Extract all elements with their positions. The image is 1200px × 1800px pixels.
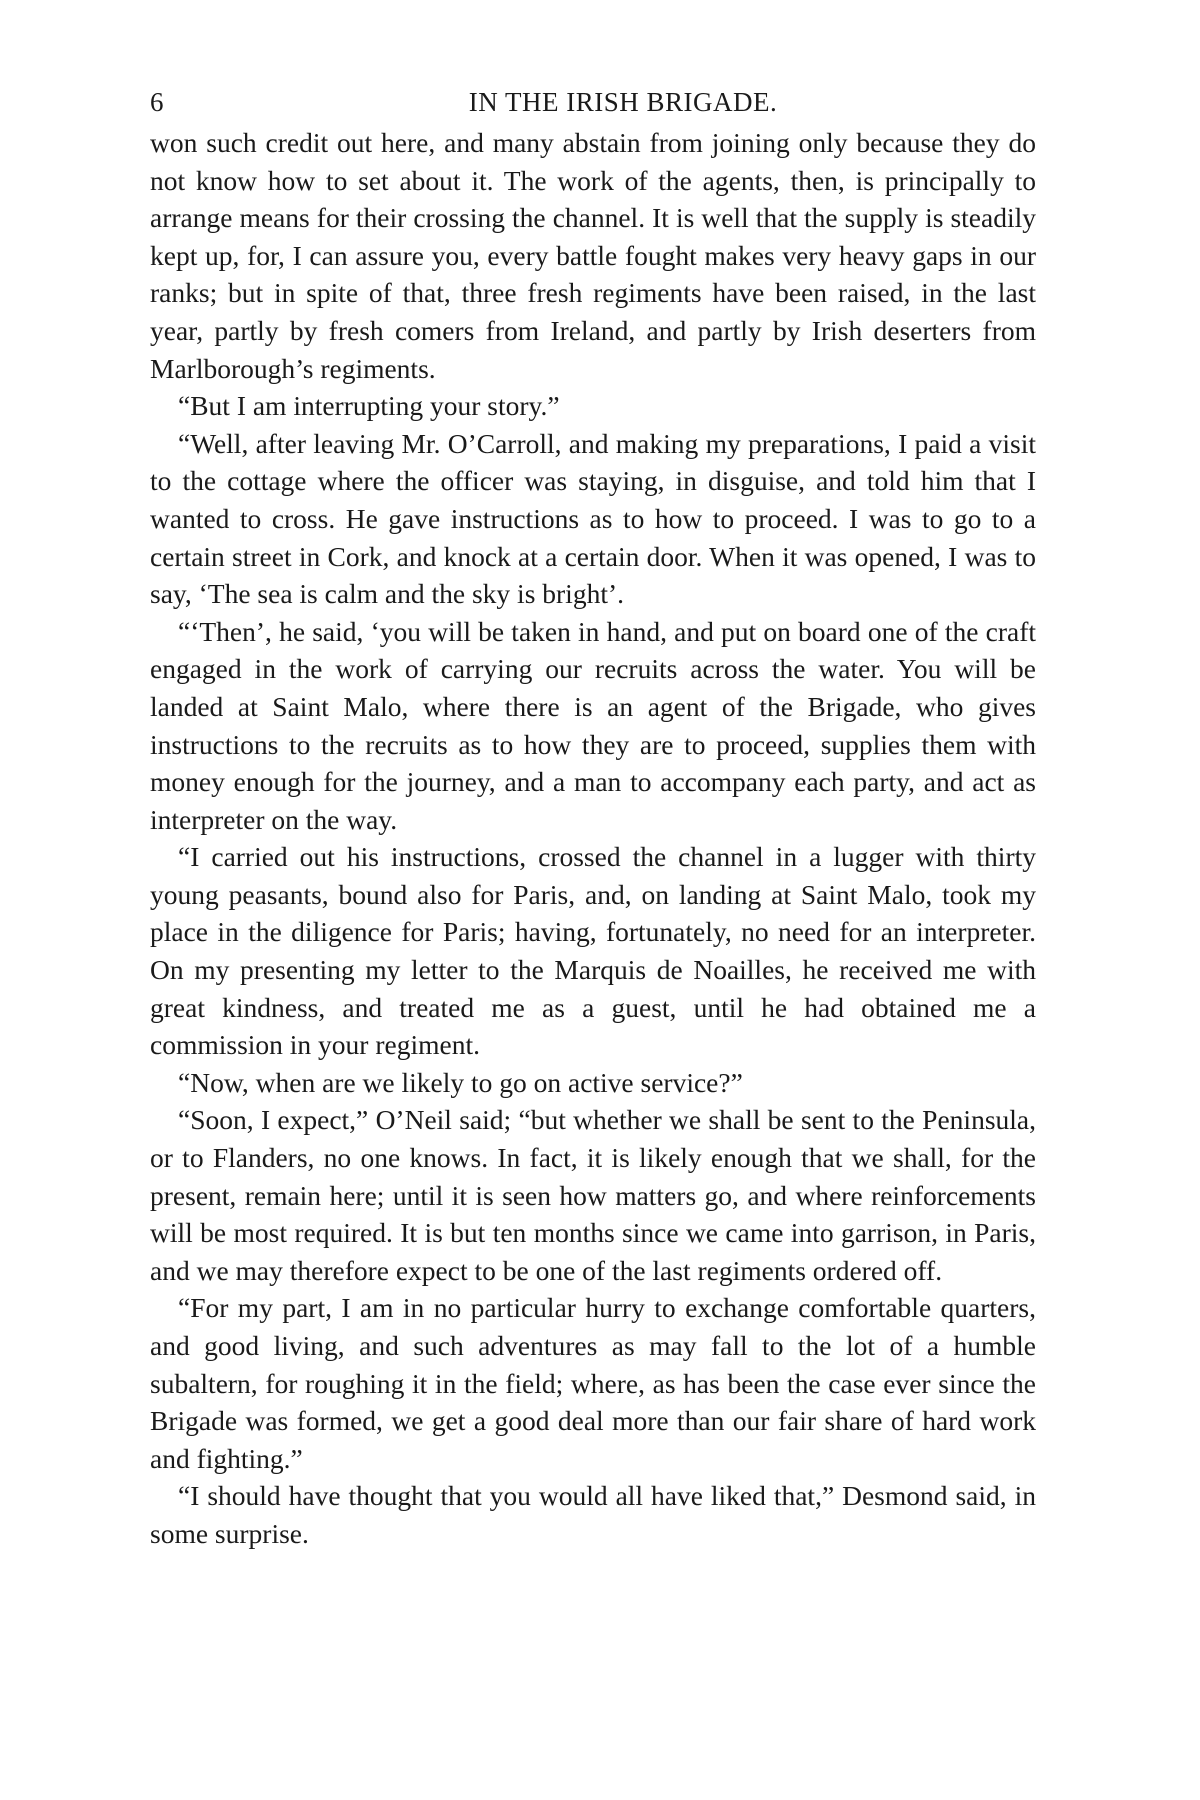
book-page (150, 80, 1036, 1553)
running-head (150, 80, 1036, 124)
paragraph: “Soon, I expect,” O’Neil said; “but whether we shall be sent to the Peninsula, or to Flanders, no one knows. In fact, it is likely enough that we shall, for the present, remain here; until it is seen how matters go, and where reinforcements will be most required. It is but ten months since we came into garrison, in Paris, and we may therefore expect to be one of the last regiments ordered off. (150, 1104, 1036, 1286)
body-text (150, 124, 1036, 1553)
paragraph: won such credit out here, and many abstain from joining only because they do not know how to set about it. The work of the agents, then, is principally to arrange means for their crossing the channel. It is well that the supply is steadily kept up, for, I can assure you, every battle fought makes very heavy gaps in our ranks; but in spite of that, three fresh regiments have been raised, in the last year, partly by fresh comers from Ireland, and partly by Irish deserters from Marlborough’s regiments. (150, 127, 1036, 384)
paragraph: “But I am interrupting your story.” (178, 390, 560, 422)
paragraph: “Well, after leaving Mr. O’Carroll, and making my preparations, I paid a visit to the cottage where the officer was staying, in disguise, and told him that I wanted to cross. He gave instructions as to how to proceed. I was to go to a certain street in Cork, and knock at a certain door. When it was opened, I was to say, ‘The sea is calm and the sky is bright’. (150, 427, 1036, 610)
running-title: IN THE IRISH BRIGADE. (468, 87, 778, 117)
paragraph: “I carried out his instructions, crossed the channel in a lugger with thirty young peasants, bound also for Paris, and, on landing at Saint Malo, took my place in the diligence for Paris; having, fortunately, no need for an interpreter. On my presenting my letter to the Marquis de Noailles, he received me with great kindness, and treated me as a guest, until he had obtained me a commission in your regiment. (150, 841, 1036, 1061)
paragraph: “‘Then’, he said, ‘you will be taken in hand, and put on board one of the craft engaged in the work of carrying our recruits across the water. You will be landed at Saint Malo, where there is an agent of the Brigade, who gives instructions to the recruits as to how they are to proceed, supplies them with money enough for the journey, and a man to accompany each party, and act as interpreter on the way. (150, 615, 1036, 835)
paragraph: “For my part, I am in no particular hurry to exchange comfortable quarters, and good living, and such adventures as may fall to the lot of a humble subaltern, for roughing it in the field; where, as has been the case ever since the Brigade was formed, we get a good deal more than our fair share of hard work and fighting.” (150, 1292, 1036, 1474)
page-number: 6 (150, 87, 164, 117)
paragraph: “I should have thought that you would all have liked that,” Desmond said, in some surprise. (150, 1480, 1036, 1549)
paragraph: “Now, when are we likely to go on active service?” (178, 1066, 743, 1098)
